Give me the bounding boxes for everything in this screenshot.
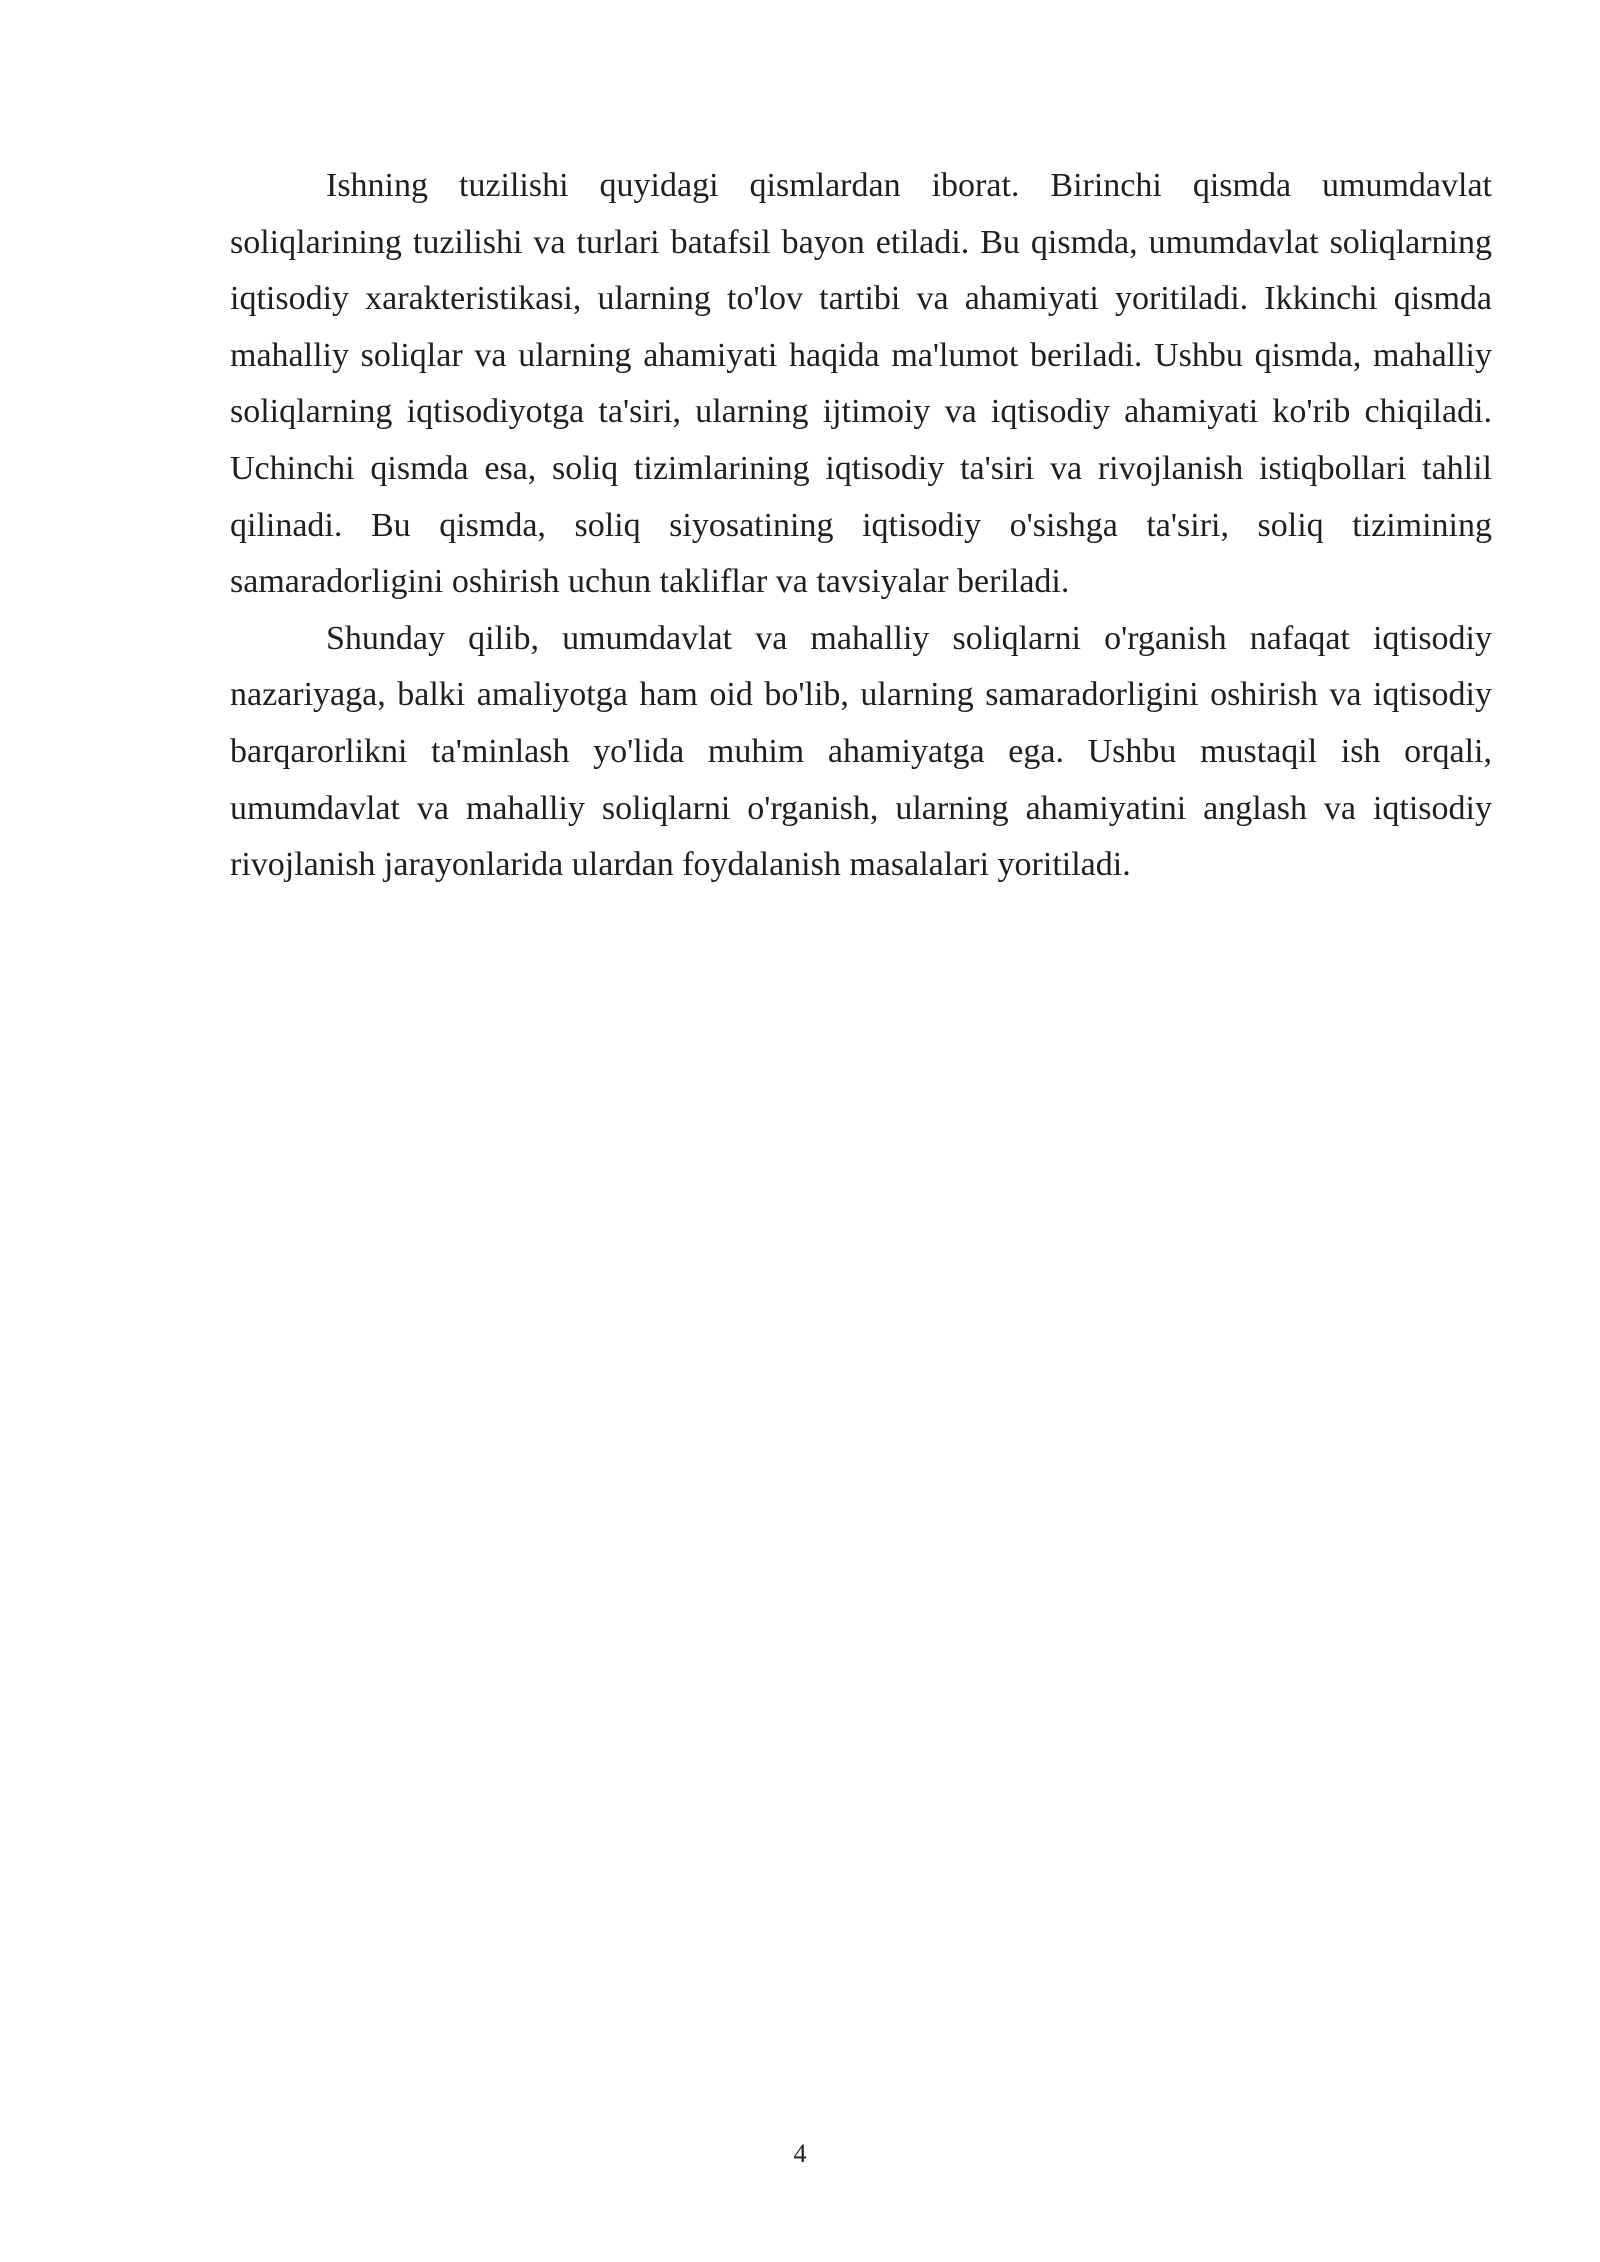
page-number: 4 <box>793 2139 807 2168</box>
paragraph-2: Shunday qilib, umumdavlat va mahalliy soliqlarni o'rganish nafaqat iqtisodiy nazariyaga, balki amaliyotga ham oid bo'lib, ularning samaradorligini oshirish va iqtisodiy barqarorlikni ta'minlash yo'lida muhim ahamiyatga ega. Ushbu mustaqil ish orqali, umumdavlat va mahalliy soliqlarni o'rganish, ularning ahamiyatini anglash va iqtisodiy rivojlanish jarayonlarida ulardan foydalanish masalalari yoritiladi. <box>230 619 1492 884</box>
paragraph-1: Ishning tuzilishi quyidagi qismlardan iborat. Birinchi qismda umumdavlat soliqlarining tuzilishi va turlari batafsil bayon etiladi. Bu qismda, umumdavlat soliqlarning iqtisodiy xarakteristikasi, ularning to'lov tartibi va ahamiyati yoritiladi. Ikkinchi qismda mahalliy soliqlar va ularning ahamiyati haqida ma'lumot beriladi. Ushbu qismda, mahalliy soliqlarning iqtisodiyotga ta'siri, ularning ijtimoiy va iqtisodiy ahamiyati ko'rib chiqiladi. Uchinchi qismda esa, soliq tizimlarining iqtisodiy ta'siri va rivojlanish istiqbollari tahlil qilinadi. Bu qismda, soliq siyosatining iqtisodiy o'sishga ta'siri, soliq tizimining samaradorligini oshirish uchun takliflar va tavsiyalar beriladi. <box>230 167 1492 601</box>
body-text <box>230 158 1492 894</box>
